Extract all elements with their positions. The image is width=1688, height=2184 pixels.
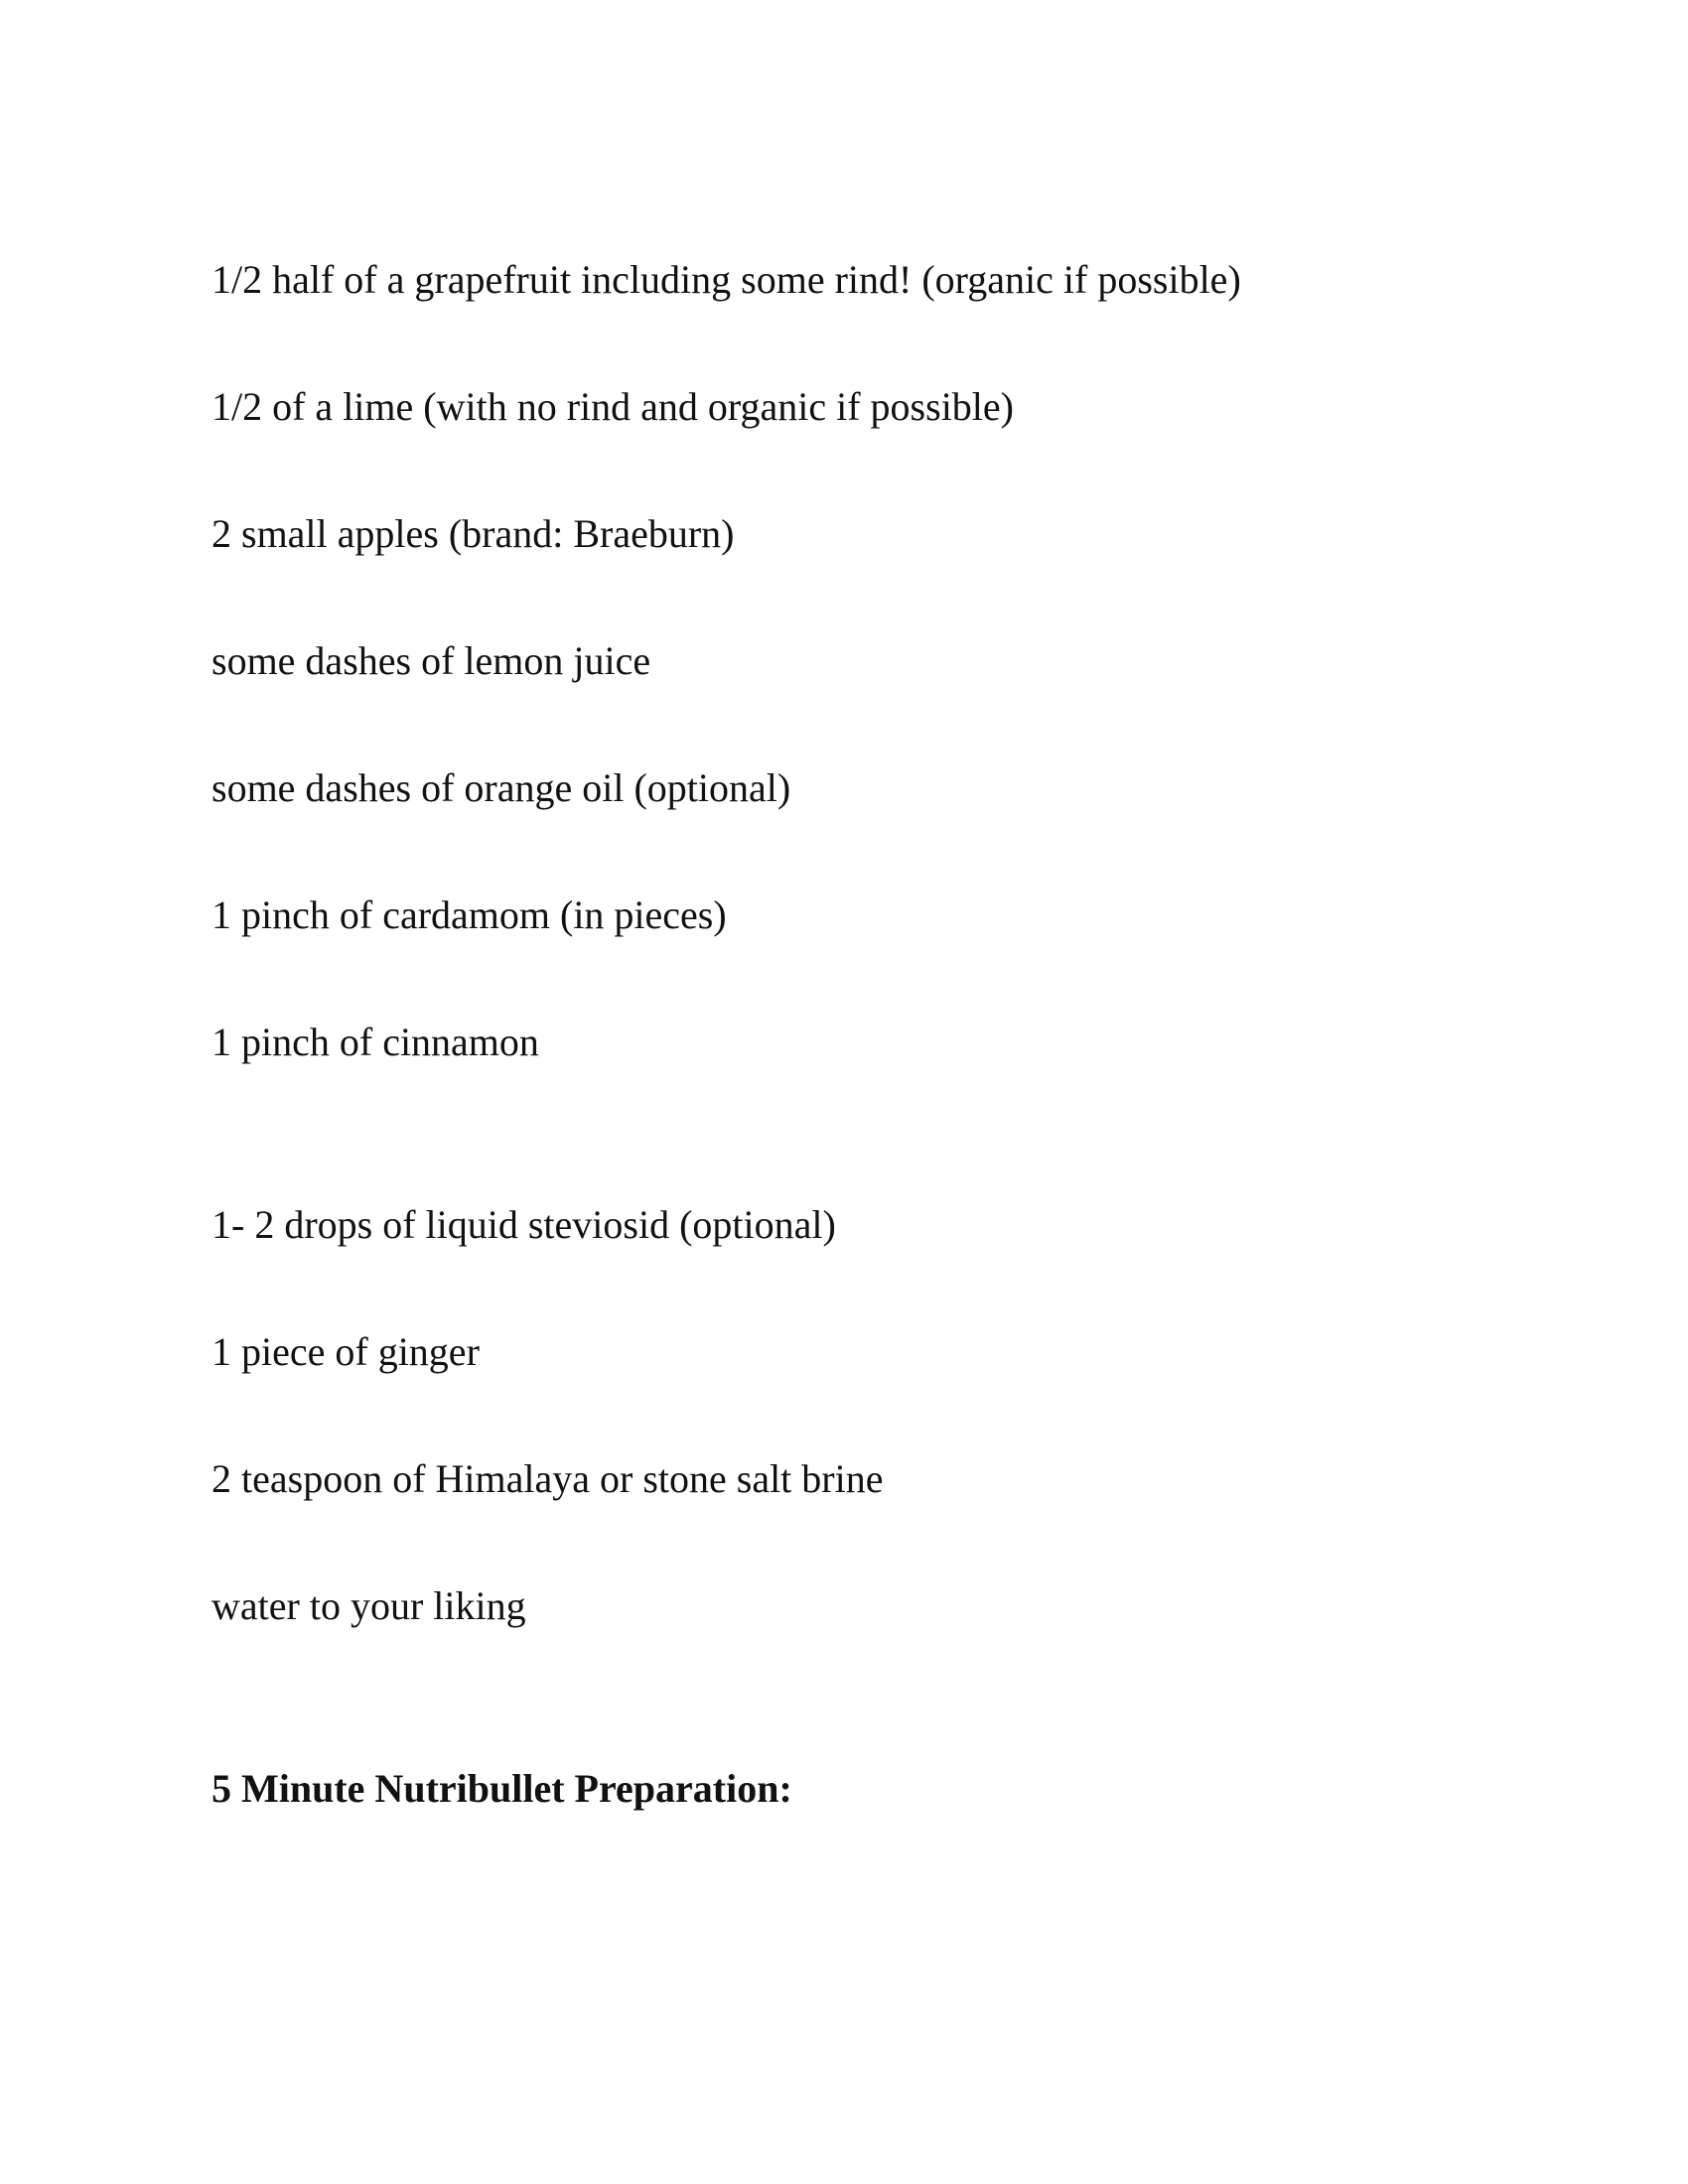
ingredient-line-apples: 2 small apples (brand: Braeburn) [211,511,735,556]
ingredient-line-lemon-juice: some dashes of lemon juice [211,638,651,683]
section-heading-preparation: 5 Minute Nutribullet Preparation: [211,1766,792,1811]
ingredient-line-lime: 1/2 of a lime (with no rind and organic if possible) [211,384,1014,429]
ingredient-line-orange-oil: some dashes of orange oil (optional) [211,765,791,810]
ingredient-line-cardamom: 1 pinch of cardamom (in pieces) [211,892,727,937]
ingredient-line-salt-brine: 2 teaspoon of Himalaya or stone salt brine [211,1456,884,1501]
ingredient-line-water: water to your liking [211,1583,526,1628]
ingredient-line-ginger: 1 piece of ginger [211,1329,480,1374]
ingredient-line-grapefruit: 1/2 half of a grapefruit including some rind! (organic if possible) [211,257,1241,302]
ingredient-line-steviosid: 1- 2 drops of liquid steviosid (optional) [211,1202,836,1247]
ingredient-line-cinnamon: 1 pinch of cinnamon [211,1020,539,1064]
